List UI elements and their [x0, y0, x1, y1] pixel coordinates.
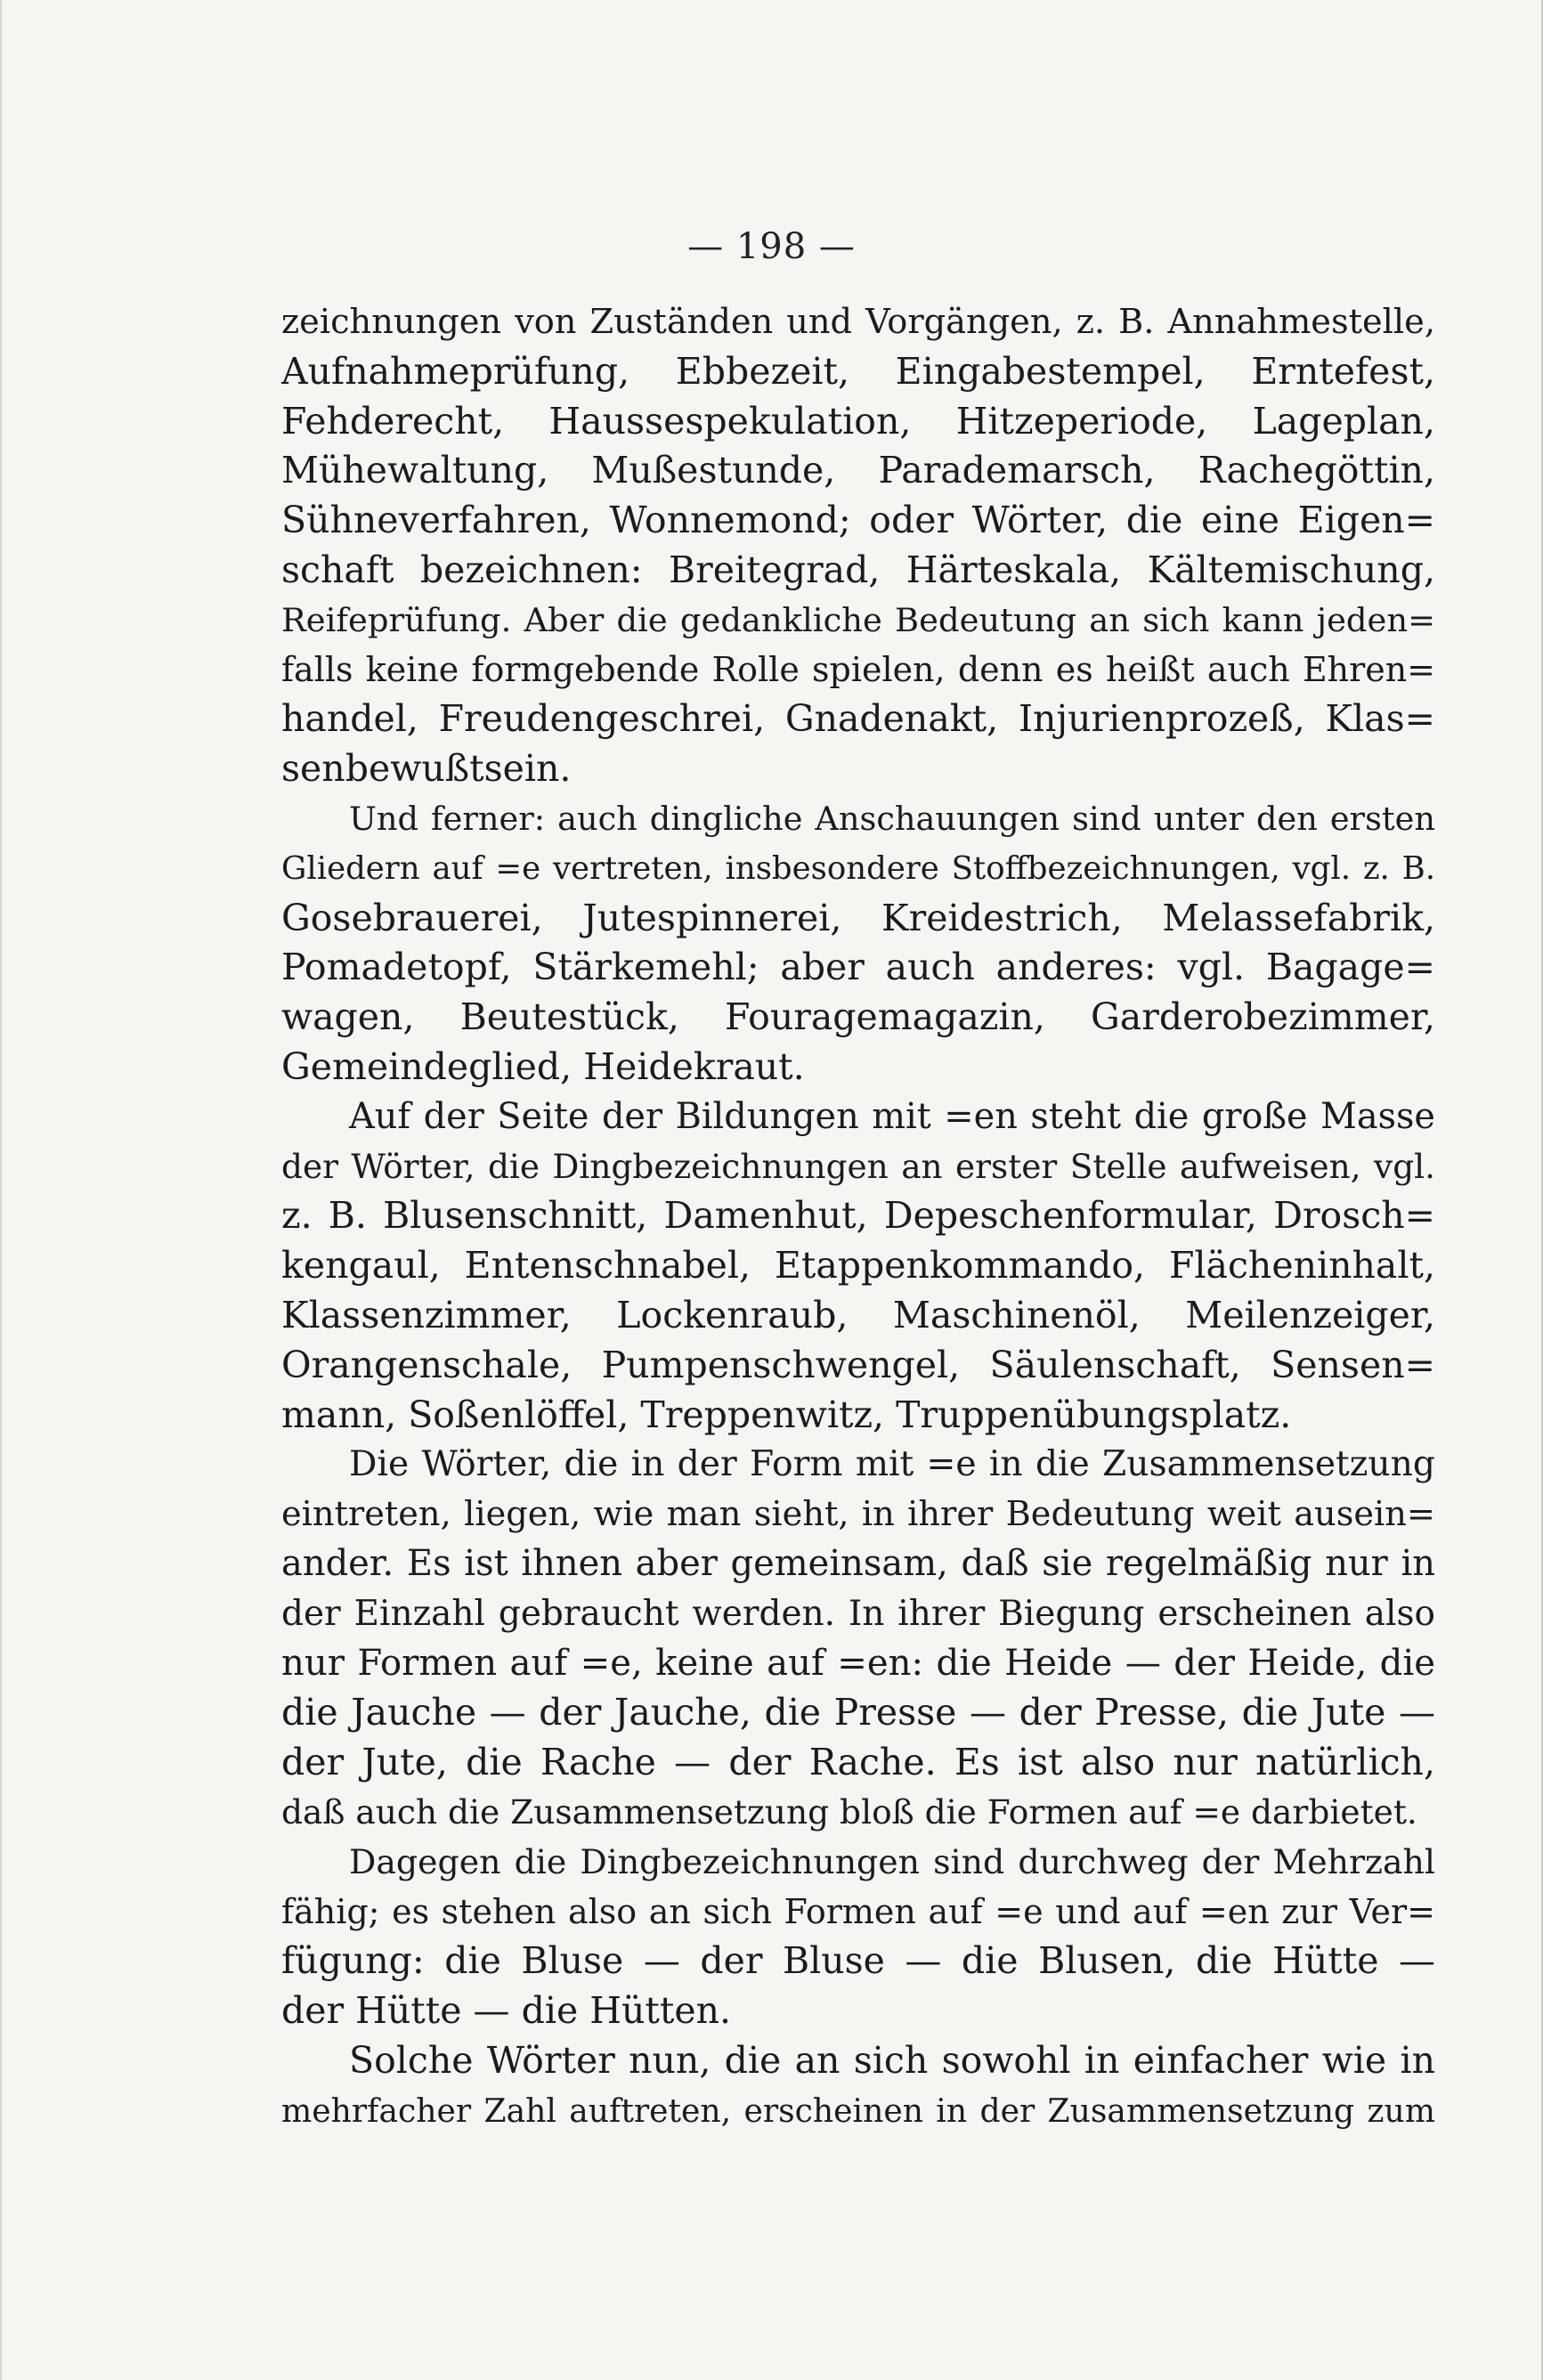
paragraph-6 — [281, 2036, 1435, 2136]
text-line: Dagegen die Dingbezeichnungen sind durchweg der Mehrzahl — [349, 1841, 1435, 1881]
text-line: Gemeindeglied, Heidekraut. — [281, 1044, 805, 1088]
text-line: schaft bezeichnen: Breitegrad, Härteskala, Kältemischung, — [281, 548, 1435, 591]
text-line: Fehderecht, Haussespekulation, Hitzeperiode, Lageplan, — [281, 399, 1435, 443]
text-line: wagen, Beutestück, Fouragemagazin, Garderobezimmer, — [281, 995, 1435, 1039]
text-line: ander. Es ist ihnen aber gemeinsam, daß sie regelmäßig nur in — [281, 1542, 1435, 1584]
text-line: fügung: die Bluse — der Bluse — die Blusen, die Hütte — — [281, 1939, 1435, 1983]
text-line: z. B. Blusenschnitt, Damenhut, Depeschenformular, Drosch= — [281, 1194, 1435, 1238]
text-line: Mühewaltung, Mußestunde, Parademarsch, Rachegöttin, — [281, 449, 1435, 492]
text-line: Gliedern auf =e vertreten, insbesondere Stoffbezeichnungen, vgl. z. B. — [281, 849, 1435, 887]
text-line: zeichnungen von Zuständen und Vorgängen, z. B. Annahmestelle, — [281, 302, 1435, 342]
page-number: — 198 — — [687, 226, 856, 267]
text-line: der Jute, die Rache — der Rache. Es ist also nur natürlich, — [281, 1741, 1435, 1784]
text-line: mehrfacher Zahl auftreten, erscheinen in der Zusammensetzung zum — [281, 2091, 1435, 2130]
text-line: der Hütte — die Hütten. — [281, 1989, 732, 2033]
text-line: handel, Freudengeschrei, Gnadenakt, Injurienprozeß, Klas= — [281, 697, 1435, 741]
text-line: eintreten, liegen, wie man sieht, in ihrer Bedeutung weit ausein= — [281, 1494, 1435, 1535]
paragraph-5 — [281, 1838, 1435, 2036]
text-line: Solche Wörter nun, die an sich sowohl in einfacher wie in — [349, 2038, 1435, 2082]
text-line: der Einzahl gebraucht werden. In ihrer Biegung erscheinen also — [281, 1593, 1435, 1634]
text-line: Und ferner: auch dingliche Anschauungen sind unter den ersten — [349, 799, 1435, 838]
text-line: falls keine formgebende Rolle spielen, denn es heißt auch Ehren= — [281, 649, 1435, 689]
text-line: der Wörter, die Dingbezeichnungen an erster Stelle aufweisen, vgl. — [281, 1146, 1435, 1186]
text-line: die Jauche — der Jauche, die Presse — der Presse, die Jute — — [281, 1691, 1435, 1734]
text-line: Klassenzimmer, Lockenraub, Maschinenöl, Meilenzeiger, — [281, 1293, 1435, 1336]
text-line: Reifeprüfung. Aber die gedankliche Bedeutung an sich kann jeden= — [281, 600, 1435, 639]
text-line: Auf der Seite der Bildungen mit =en steht die große Masse — [349, 1095, 1435, 1137]
text-line: Die Wörter, die in der Form mit =e in die Zusammensetzung — [349, 1444, 1435, 1485]
text-line: mann, Soßenlöffel, Treppenwitz, Truppenübungsplatz. — [281, 1393, 1292, 1436]
text-line: Sühneverfahren, Wonnemond; oder Wörter, die eine Eigen= — [281, 499, 1435, 542]
text-line: Pomadetopf, Stärkemehl; aber auch anderes: vgl. Bagage= — [281, 946, 1435, 989]
paragraph-3 — [281, 1093, 1435, 1441]
paragraph-4 — [281, 1440, 1435, 1837]
paragraph-2 — [281, 794, 1435, 1093]
text-line: Aufnahmeprüfung, Ebbezeit, Eingabestempel, Erntefest, — [281, 349, 1435, 393]
text-line: Gosebrauerei, Jutespinnerei, Kreidestrich, Melassefabrik, — [281, 896, 1435, 939]
text-line: fähig; es stehen also an sich Formen auf =e und auf =en zur Ver= — [281, 1891, 1435, 1931]
text-line: daß auch die Zusammensetzung bloß die Formen auf =e darbietet. — [281, 1791, 1417, 1832]
text-line: Orangenschale, Pumpenschwengel, Säulenschaft, Sensen= — [281, 1343, 1435, 1386]
body-text — [281, 297, 1435, 2135]
text-line: senbewußtsein. — [281, 747, 572, 791]
paragraph-1 — [281, 297, 1435, 794]
text-line: nur Formen auf =e, keine auf =en: die Heide — der Heide, die — [281, 1642, 1435, 1684]
text-line: kengaul, Entenschnabel, Etappenkommando, Flächeninhalt, — [281, 1244, 1435, 1287]
